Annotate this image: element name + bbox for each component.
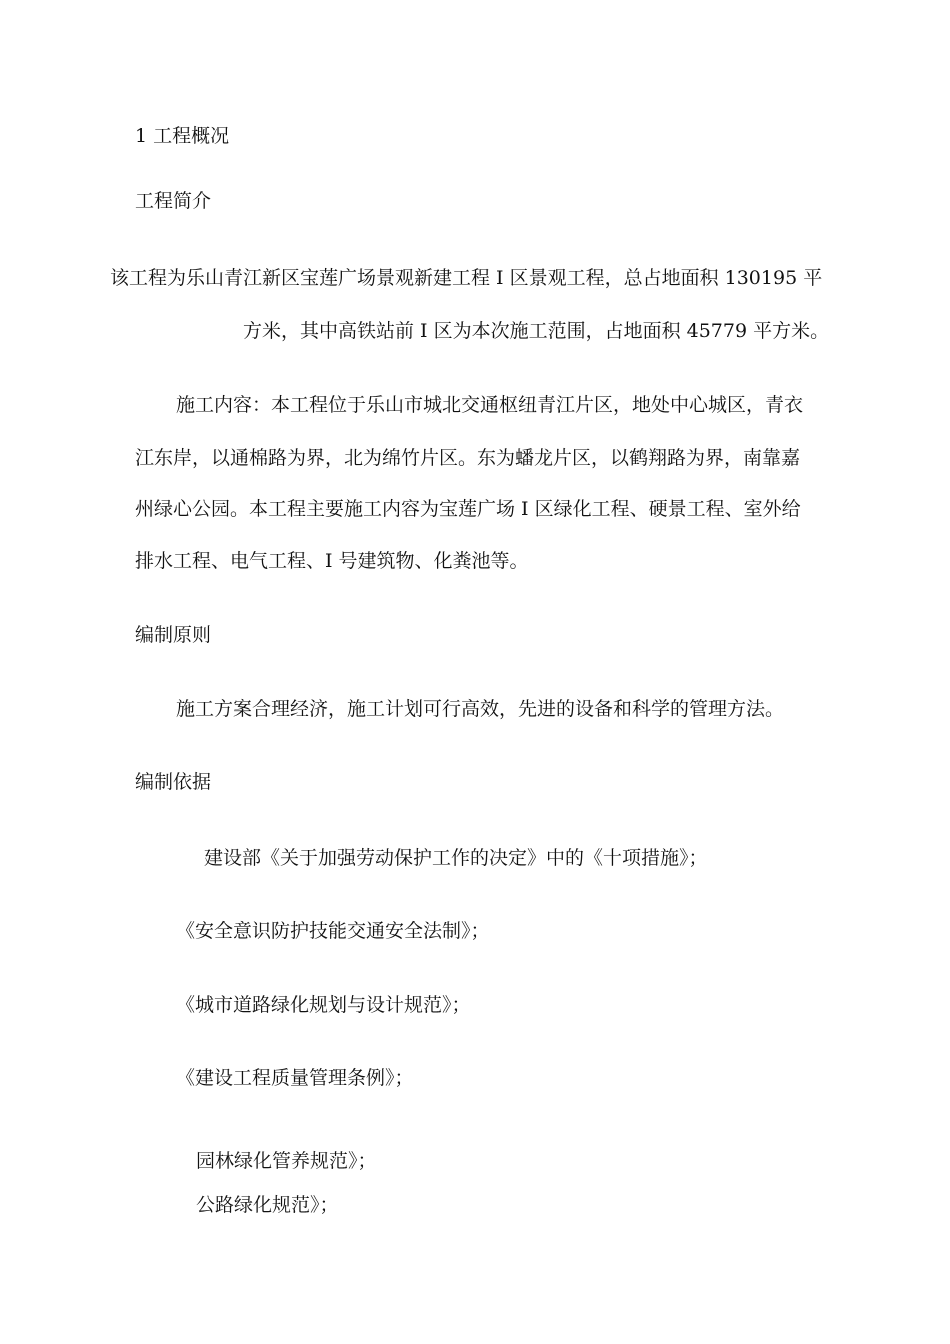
subsection-heading-basis: 编制依据	[135, 771, 212, 793]
list-item: 园林绿化管养规范》；	[196, 1150, 377, 1172]
section-title: 1 工程概况	[135, 125, 230, 147]
paragraph-line: 该工程为乐山青江新区宝莲广场景观新建工程 I 区景观工程，总占地面积 130195 平	[110, 267, 823, 289]
paragraph-line: 方米，其中高铁站前 I 区为本次施工范围，占地面积 45779 平方米。	[243, 320, 830, 342]
list-item: 《建设工程质量管理条例》；	[176, 1067, 414, 1089]
paragraph-line: 州绿心公园。本工程主要施工内容为宝莲广场 I 区绿化工程、硬景工程、室外给	[135, 498, 801, 520]
paragraph-line: 江东岸，以通棉路为界，北为绵竹片区。东为蟠龙片区，以鹤翔路为界，南靠嘉	[135, 447, 801, 469]
subsection-heading-principles: 编制原则	[135, 624, 212, 646]
paragraph-line: 施工内容：本工程位于乐山市城北交通枢纽青江片区，地处中心城区，青衣	[176, 394, 804, 416]
list-item: 建设部《关于加强劳动保护工作的决定》中的《十项措施》；	[204, 847, 708, 869]
list-item: 公路绿化规范》；	[196, 1194, 339, 1216]
list-item: 《安全意识防护技能交通安全法制》；	[176, 920, 490, 942]
list-item: 《城市道路绿化规划与设计规范》；	[176, 994, 471, 1016]
principles-paragraph: 施工方案合理经济，施工计划可行高效，先进的设备和科学的管理方法。	[176, 698, 785, 720]
paragraph-line: 排水工程、电气工程、I 号建筑物、化粪池等。	[135, 550, 529, 572]
subsection-heading-overview: 工程简介	[135, 190, 212, 212]
